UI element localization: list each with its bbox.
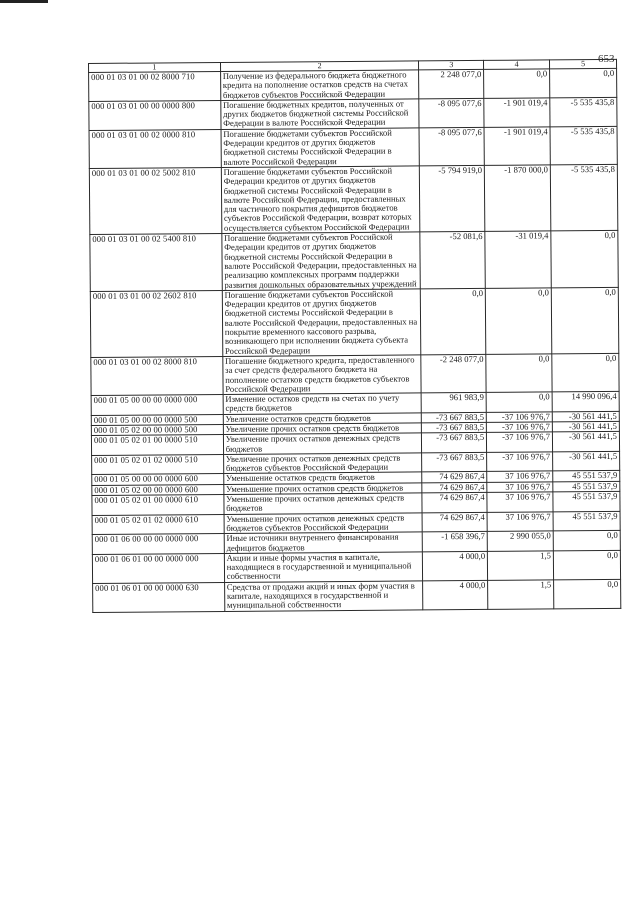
value-cell-col5: 0,0 <box>551 230 618 287</box>
name-cell: Увеличение остатков средств бюджетов <box>223 413 422 425</box>
name-cell: Акции и иные формы участия в капитале, находящиеся в государственной и муниципальной собственности <box>224 552 423 582</box>
value-cell-col4: 37 106 976,7 <box>487 492 553 512</box>
value-cell-col4: 1,5 <box>488 551 554 580</box>
code-cell: 000 01 06 01 00 00 0000 000 <box>92 553 224 583</box>
value-cell-col3: -73 667 883,5 <box>422 452 487 472</box>
code-cell: 000 01 03 01 00 02 0000 810 <box>89 129 221 168</box>
table-row <box>93 579 621 612</box>
value-cell-col3: -8 095 077,6 <box>419 127 484 166</box>
value-cell-col4: -37 106 976,7 <box>487 422 553 433</box>
name-cell: Увеличение прочих остатков денежных средств бюджетов <box>223 433 422 454</box>
value-cell-col3: 2 248 077,0 <box>419 69 484 98</box>
value-cell-col4: 37 106 976,7 <box>487 482 553 493</box>
table-row <box>90 287 619 357</box>
value-cell-col4: -31 019,4 <box>485 231 551 288</box>
value-cell-col5: -30 561 441,5 <box>552 421 619 432</box>
table-row <box>90 230 618 291</box>
table-row <box>89 97 617 130</box>
value-cell-col4: 0,0 <box>485 288 551 355</box>
code-cell: 000 01 06 00 00 00 0000 000 <box>92 534 224 555</box>
code-cell: 000 01 03 01 00 02 2602 810 <box>90 290 222 357</box>
value-cell-col3: -73 667 883,5 <box>422 433 487 453</box>
header-cell-2: 2 <box>220 61 419 72</box>
value-cell-col4: -1 870 000,0 <box>485 165 551 232</box>
value-cell-col3: 961 983,9 <box>421 392 486 412</box>
value-cell-col3: -2 248 077,0 <box>421 354 486 393</box>
name-cell: Средства от продажи акций и иных форм участия в капитале, находящихся в государственной и муниципальной собственности <box>224 581 423 611</box>
name-cell: Погашение бюджетного кредита, предоставленного за счет средств федерального бюджета на пополнение остатков средств бюджетов субъектов Российской Федерации <box>223 355 422 395</box>
code-cell: 000 01 05 00 00 00 0000 500 <box>91 414 223 425</box>
code-cell: 000 01 03 01 00 02 8000 710 <box>89 71 221 101</box>
value-cell-col4: 37 106 976,7 <box>487 512 553 532</box>
page-number: 653 <box>598 53 615 65</box>
name-cell: Погашение бюджетами субъектов Российской Федерации кредитов от других бюджетов бюджетной системы Российской Федерации в валюте Российской Федерации, предоставленных для частичного покрытия дефицитов бюджетов субъектов Российской Федерации, возврат которых осуществляется субъектом Российской Федерации <box>221 166 420 234</box>
value-cell-col5: 45 551 537,9 <box>553 471 620 482</box>
code-cell: 000 01 05 02 01 00 0000 610 <box>92 495 224 516</box>
value-cell-col4: 0,0 <box>484 69 550 98</box>
value-cell-col3: 74 629 867,4 <box>422 472 487 483</box>
code-cell: 000 01 06 01 00 00 0000 630 <box>93 582 225 612</box>
value-cell-col5: 0,0 <box>553 531 620 551</box>
value-cell-col5: 0,0 <box>554 579 621 608</box>
value-cell-col5: 0,0 <box>553 550 620 579</box>
value-cell-col5: 0,0 <box>551 287 618 354</box>
value-cell-col5: 45 551 537,9 <box>553 491 620 511</box>
value-cell-col5: -5 535 435,8 <box>550 126 617 165</box>
table-row <box>89 126 617 168</box>
code-cell: 000 01 03 01 00 02 5400 810 <box>90 234 222 292</box>
name-cell: Получение из федерального бюджета бюджетного кредита на пополнение остатков средств на счетах бюджетов субъектов Российской Федерации <box>220 70 419 100</box>
value-cell-col4: 1,5 <box>488 580 554 609</box>
budget-sources-table <box>88 59 621 613</box>
code-cell: 000 01 05 02 01 02 0000 510 <box>92 454 224 475</box>
code-cell: 000 01 03 01 00 02 8000 810 <box>91 356 223 395</box>
name-cell: Погашение бюджетных кредитов, полученных от других бюджетов бюджетной системы Российской Федерации в валюте Российской Федерации <box>221 99 420 129</box>
code-cell: 000 01 05 02 01 02 0000 610 <box>92 514 224 535</box>
value-cell-col3: -73 667 883,5 <box>422 422 487 433</box>
name-cell: Иные источники внутреннего финансирования дефицитов бюджетов <box>224 532 423 553</box>
value-cell-col5: -5 535 435,8 <box>550 97 617 126</box>
code-cell: 000 01 05 02 00 00 0000 600 <box>92 484 224 495</box>
value-cell-col5: -30 561 441,5 <box>553 451 620 471</box>
table-row <box>92 550 620 583</box>
value-cell-col4: -37 106 976,7 <box>486 412 552 423</box>
code-cell: 000 01 05 00 00 00 0000 000 <box>91 395 223 416</box>
code-cell: 000 01 03 01 00 02 5002 810 <box>89 167 221 234</box>
code-cell: 000 01 05 02 00 00 0000 500 <box>91 424 223 435</box>
name-cell: Уменьшение прочих остатков денежных средств бюджетов субъектов Российской Федерации <box>224 513 423 534</box>
header-cell-1: 1 <box>89 62 221 72</box>
name-cell: Увеличение прочих остатков денежных средств бюджетов субъектов Российской Федерации <box>223 453 422 474</box>
value-cell-col3: -52 081,6 <box>420 231 485 288</box>
name-cell: Уменьшение остатков средств бюджетов <box>223 472 422 484</box>
value-cell-col5: -5 535 435,8 <box>550 164 617 231</box>
page-corner-mark <box>0 0 48 3</box>
value-cell-col5: 45 551 537,9 <box>553 511 620 531</box>
value-cell-col5: 45 551 537,9 <box>553 481 620 492</box>
code-cell: 000 01 05 00 00 00 0000 600 <box>92 474 224 485</box>
code-cell: 000 01 03 01 00 00 0000 800 <box>89 100 221 130</box>
code-cell: 000 01 05 02 01 00 0000 510 <box>91 435 223 456</box>
value-cell-col3: 0,0 <box>421 288 486 355</box>
header-cell-4: 4 <box>484 60 550 70</box>
value-cell-col3: 4 000,0 <box>423 551 488 580</box>
header-cell-3: 3 <box>419 60 484 70</box>
value-cell-col4: -37 106 976,7 <box>487 452 553 472</box>
value-cell-col3: -73 667 883,5 <box>422 412 487 423</box>
value-cell-col4: 0,0 <box>486 392 552 412</box>
value-cell-col3: 74 629 867,4 <box>422 482 487 493</box>
value-cell-col4: -1 901 019,4 <box>484 98 550 127</box>
header-cell-5: 5 <box>550 59 617 69</box>
value-cell-col4: 2 990 055,0 <box>487 531 553 551</box>
name-cell: Погашение бюджетами субъектов Российской Федерации кредитов от других бюджетов бюджетной системы Российской Федерации в валюте Российской Федерации <box>221 128 420 168</box>
value-cell-col3: -8 095 077,6 <box>419 98 484 127</box>
value-cell-col5: 0,0 <box>550 68 617 97</box>
table-row <box>89 68 617 101</box>
value-cell-col5: -30 561 441,5 <box>552 432 619 452</box>
value-cell-col4: -37 106 976,7 <box>487 432 553 452</box>
name-cell: Погашение бюджетами субъектов Российской Федерации кредитов от других бюджетов бюджетной системы Российской Федерации в валюте Российской Федерации, предоставленных на покрытие временного кассового разрыва, возникающего при исполнении бюджета субъекта Российской Федерации <box>222 289 421 357</box>
value-cell-col3: -1 658 396,7 <box>423 532 488 552</box>
value-cell-col5: 0,0 <box>552 353 619 392</box>
value-cell-col5: -30 561 441,5 <box>552 411 619 422</box>
value-cell-col4: 0,0 <box>486 354 552 393</box>
table-row <box>91 353 619 395</box>
value-cell-col3: -5 794 919,0 <box>420 165 485 232</box>
name-cell: Изменение остатков средств на счетах по учету средств бюджетов <box>223 393 422 414</box>
value-cell-col4: 37 106 976,7 <box>487 471 553 482</box>
name-cell: Погашение бюджетами субъектов Российской Федерации кредитов от других бюджетов бюджетной системы Российской Федерации в валюте Российской Федерации, предоставленных на реализацию комплексных программ поддержки развития дошкольных образовательных учреждений <box>222 232 421 290</box>
value-cell-col3: 74 629 867,4 <box>422 512 487 532</box>
value-cell-col3: 74 629 867,4 <box>422 492 487 512</box>
table-body <box>89 59 621 612</box>
table-row <box>89 164 618 234</box>
value-cell-col3: 4 000,0 <box>423 580 488 609</box>
value-cell-col4: -1 901 019,4 <box>484 127 550 166</box>
value-cell-col5: 14 990 096,4 <box>552 391 619 411</box>
name-cell: Уменьшение прочих остатков средств бюджетов <box>224 483 423 495</box>
name-cell: Уменьшение прочих остатков денежных средств бюджетов <box>224 493 423 514</box>
name-cell: Увеличение прочих остатков средств бюджетов <box>223 423 422 435</box>
